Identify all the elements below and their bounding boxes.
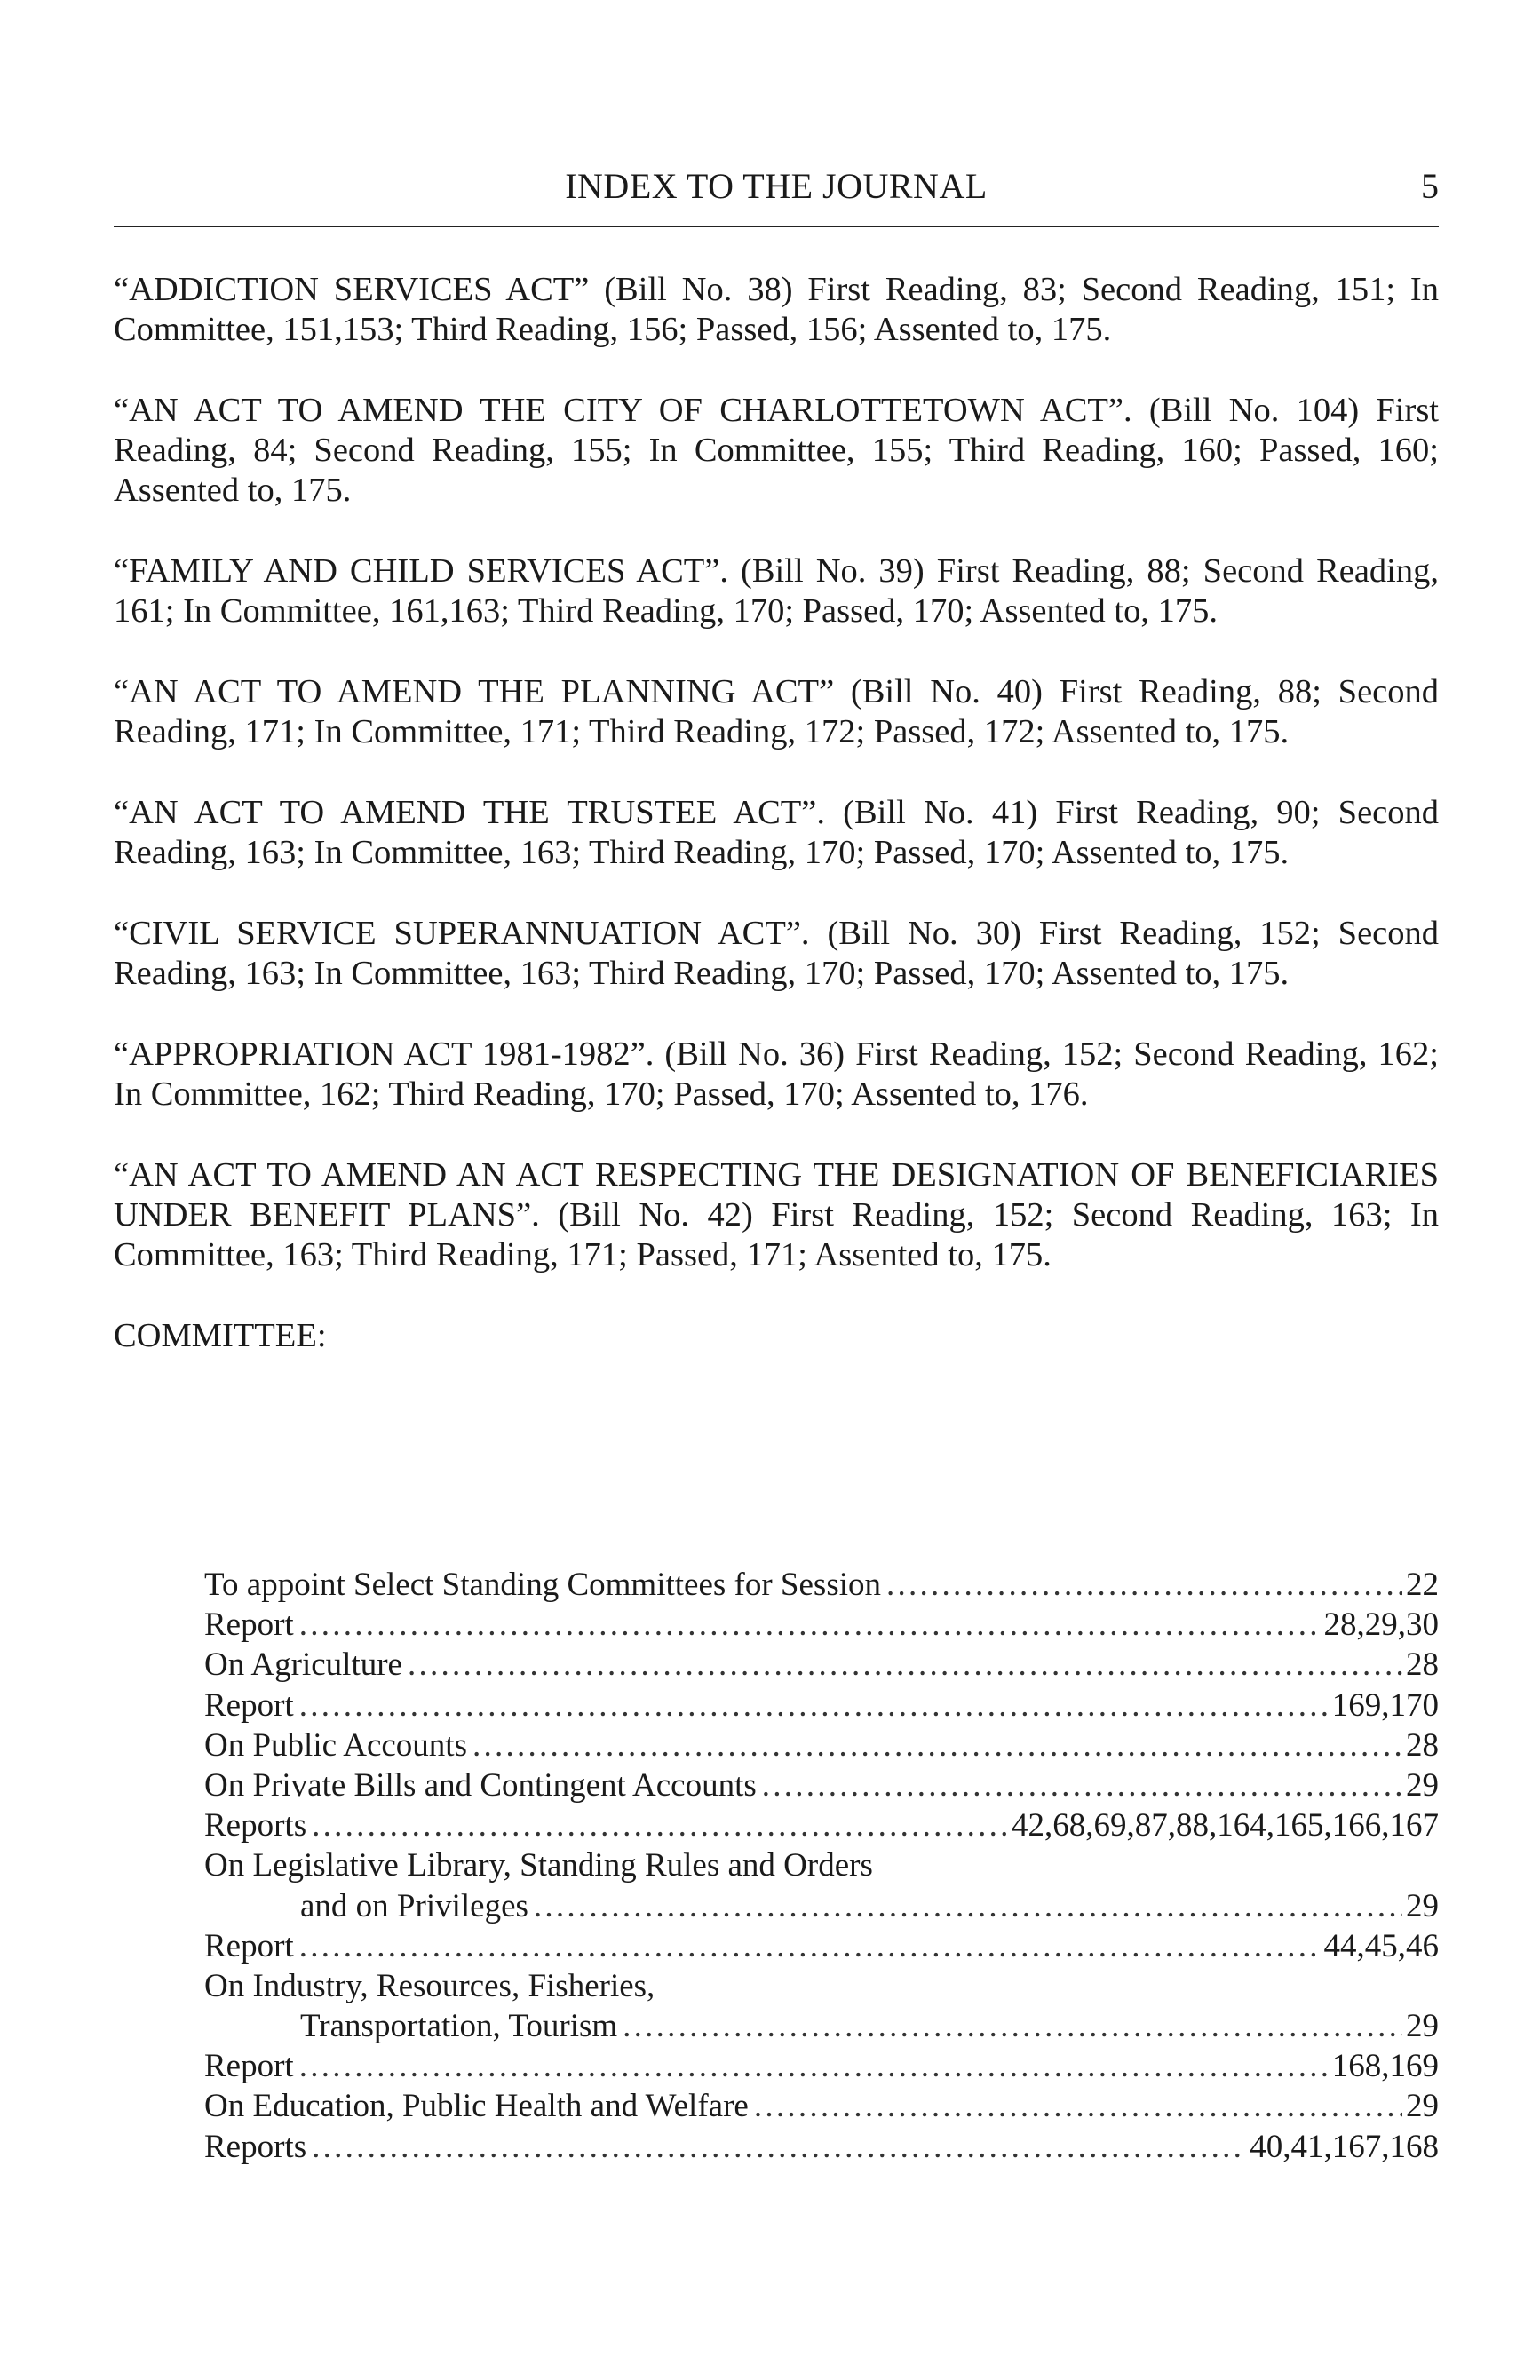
dot-leader bbox=[408, 1645, 1402, 1685]
bill-entry: “CIVIL SERVICE SUPERANNUATION ACT”. (Bill No. 30) First Reading, 152; Second Reading, 163; In Committee, 163; Third Reading, 170; Passed, 170; Assented to, 175. bbox=[114, 915, 1439, 992]
page-header bbox=[114, 165, 1439, 208]
bill-entry: “AN ACT TO AMEND THE PLANNING ACT” (Bill No. 40) First Reading, 88; Second Reading, 171; In Committee, 171; Third Reading, 172; Passed, 172; Assented to, 175. bbox=[114, 673, 1439, 750]
committee-row-label: Report bbox=[204, 1686, 294, 1724]
committee-row-label: On Industry, Resources, Fisheries, bbox=[204, 1967, 655, 2004]
bill-entry: “APPROPRIATION ACT 1981-1982”. (Bill No. 36) First Reading, 152; Second Reading, 162; In Committee, 162; Third Reading, 170; Passed, 170; Assented to, 176. bbox=[114, 1035, 1439, 1113]
committee-row bbox=[204, 2046, 1439, 2086]
committee-row bbox=[204, 2127, 1439, 2167]
committee-row-label: On Education, Public Health and Welfare bbox=[204, 2088, 749, 2125]
dot-leader bbox=[623, 2006, 1402, 2046]
dot-leader bbox=[312, 2127, 1246, 2167]
committee-row-pages: 29 bbox=[1406, 2008, 1439, 2045]
committee-row-pages: 169,170 bbox=[1331, 1686, 1439, 1724]
dot-leader bbox=[299, 2046, 1329, 2086]
committee-row-pages: 28,29,30 bbox=[1323, 1606, 1439, 1644]
committee-row bbox=[204, 2086, 1439, 2126]
committee-row bbox=[204, 1605, 1439, 1645]
committee-row bbox=[204, 1926, 1439, 1966]
committee-row-label: On Public Accounts bbox=[204, 1726, 467, 1764]
committee-row-pages: 22 bbox=[1406, 1567, 1439, 1603]
dot-leader bbox=[299, 1686, 1329, 1726]
dot-leader bbox=[299, 1926, 1321, 1966]
committee-row-label: Reports bbox=[204, 2128, 307, 2165]
committee-row bbox=[204, 1765, 1439, 1805]
bill-entry: “AN ACT TO AMEND THE TRUSTEE ACT”. (Bill No. 41) First Reading, 90; Second Reading, 163; In Committee, 163; Third Reading, 170; Passed, 170; Assented to, 175. bbox=[114, 794, 1439, 871]
committee-row-pages: 29 bbox=[1406, 2088, 1439, 2125]
dot-leader bbox=[534, 1886, 1402, 1926]
committee-row bbox=[204, 1686, 1439, 1726]
committee-row-pages: 44,45,46 bbox=[1323, 1927, 1439, 1964]
page-number: 5 bbox=[1421, 166, 1439, 206]
committee-row bbox=[204, 2006, 1439, 2046]
page-title: INDEX TO THE JOURNAL bbox=[565, 166, 988, 206]
committee-row bbox=[204, 1726, 1439, 1765]
committee-row-label: Report bbox=[204, 2048, 294, 2085]
committee-row bbox=[204, 1645, 1439, 1685]
dot-leader bbox=[762, 1765, 1402, 1805]
committee-row-pages: 168,169 bbox=[1331, 2048, 1439, 2085]
dot-leader bbox=[886, 1565, 1402, 1605]
committee-row bbox=[204, 1966, 1439, 2006]
committee-row-pages: 40,41,167,168 bbox=[1250, 2128, 1439, 2165]
bill-entry: “FAMILY AND CHILD SERVICES ACT”. (Bill No. 39) First Reading, 88; Second Reading, 161; In Committee, 161,163; Third Reading, 170; Passed, 170; Assented to, 175. bbox=[114, 552, 1439, 630]
committee-row-label: Transportation, Tourism bbox=[300, 2008, 618, 2045]
committee-row-pages: 29 bbox=[1406, 1766, 1439, 1804]
bill-entry: “AN ACT TO AMEND THE CITY OF CHARLOTTETOWN ACT”. (Bill No. 104) First Reading, 84; Second Reading, 155; In Committee, 155; Third Reading, 160; Passed, 160; Assented to, 175. bbox=[114, 392, 1439, 509]
committee-row-label: To appoint Select Standing Committees for Session bbox=[204, 1567, 882, 1603]
committee-row bbox=[204, 1565, 1439, 1605]
dot-leader bbox=[472, 1726, 1402, 1765]
committee-row bbox=[204, 1886, 1439, 1926]
committee-row-label: Report bbox=[204, 1606, 294, 1644]
committee-row-label: On Agriculture bbox=[204, 1646, 402, 1684]
bill-entries bbox=[114, 270, 1439, 1399]
committee-row-label: Report bbox=[204, 1927, 294, 1964]
header-rule bbox=[114, 226, 1439, 227]
committee-row-pages: 29 bbox=[1406, 1887, 1439, 1924]
committee-row bbox=[204, 1845, 1439, 1885]
dot-leader bbox=[312, 1805, 1008, 1845]
committee-row-label: Reports bbox=[204, 1807, 307, 1844]
committee-row-pages: 42,68,69,87,88,164,165,166,167 bbox=[1012, 1807, 1439, 1844]
committee-row-pages: 28 bbox=[1406, 1726, 1439, 1764]
dot-leader bbox=[754, 2086, 1402, 2126]
bill-entry: “AN ACT TO AMEND AN ACT RESPECTING THE DESIGNATION OF BENEFICIARIES UNDER BENEFIT PLANS”. (Bill No. 42) First Reading, 152; Second Reading, 163; In Committee, 163; Third Reading, 171; Passed, 171; Assented to, 175. bbox=[114, 1156, 1439, 1273]
committee-heading: COMMITTEE: bbox=[114, 1317, 327, 1354]
dot-leader bbox=[299, 1605, 1321, 1645]
committee-row-label: On Legislative Library, Standing Rules and Orders bbox=[204, 1847, 873, 1884]
committee-row-label: On Private Bills and Contingent Accounts bbox=[204, 1766, 757, 1804]
committee-list bbox=[204, 1565, 1439, 2167]
committee-row-label: and on Privileges bbox=[300, 1887, 528, 1924]
committee-row-pages: 28 bbox=[1406, 1646, 1439, 1684]
bill-entry: “ADDICTION SERVICES ACT” (Bill No. 38) First Reading, 83; Second Reading, 151; In Committee, 151,153; Third Reading, 156; Passed, 156; Assented to, 175. bbox=[114, 271, 1439, 348]
committee-row bbox=[204, 1805, 1439, 1845]
